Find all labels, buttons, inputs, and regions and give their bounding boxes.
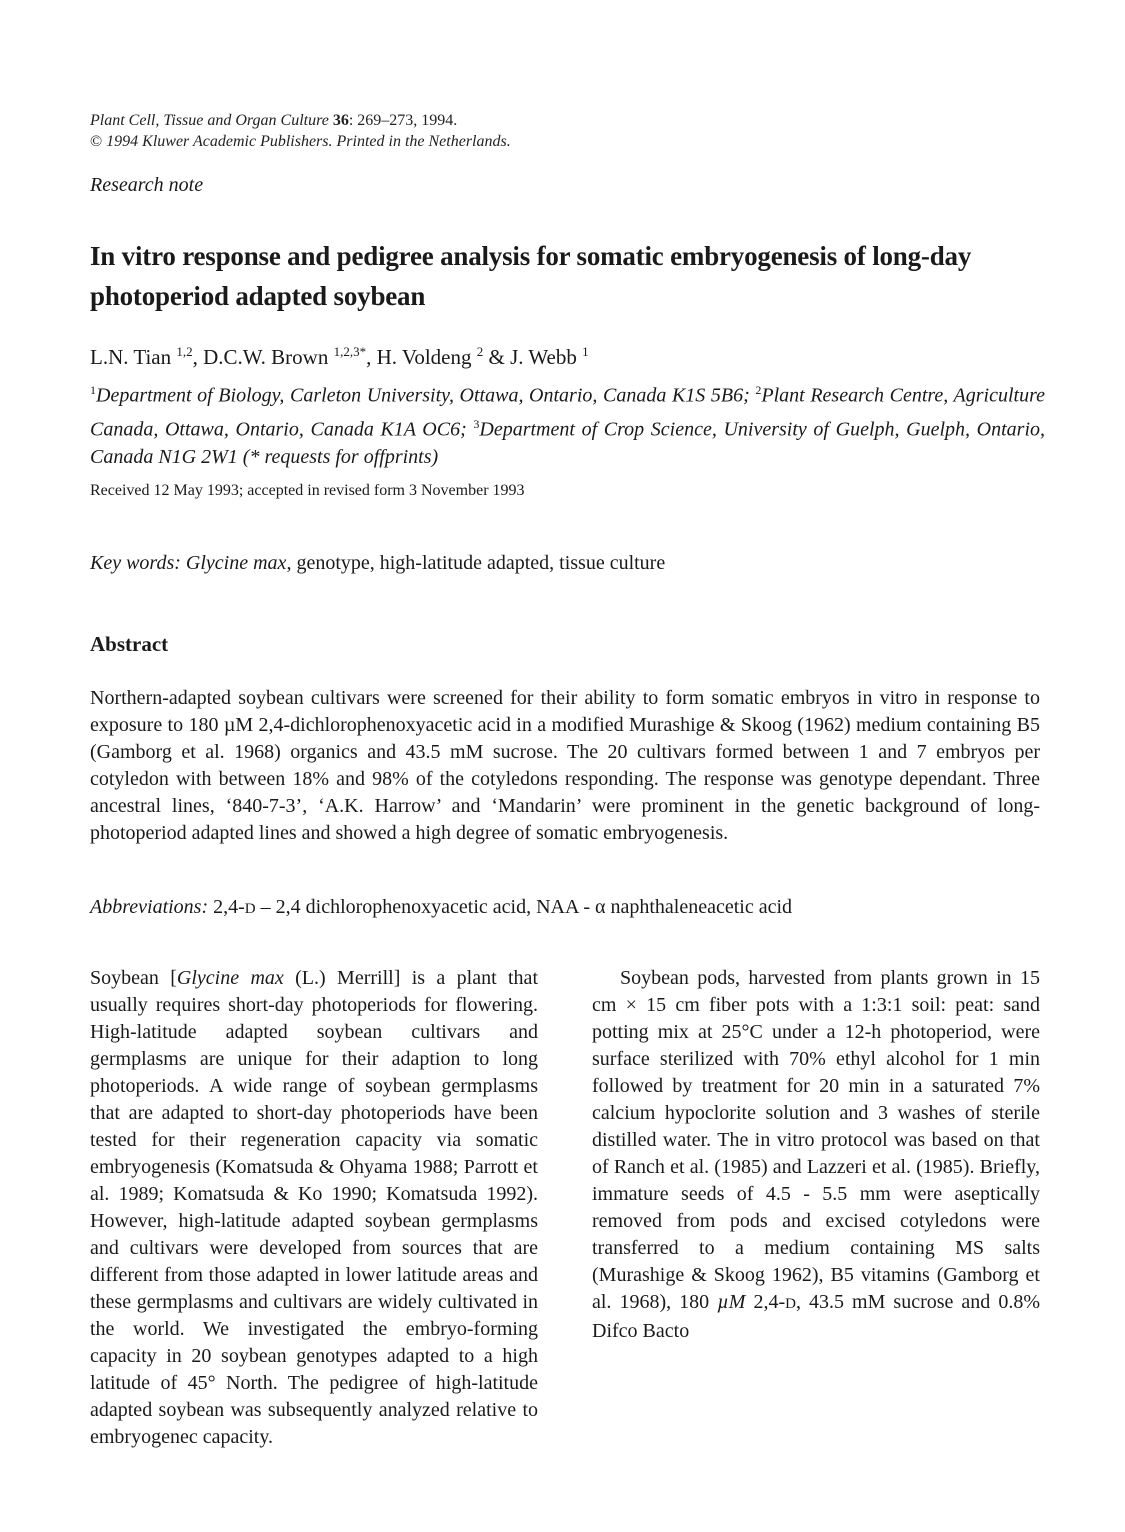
article-type: Research note: [90, 174, 204, 196]
keywords: [90, 552, 665, 575]
abbreviations: [90, 896, 792, 919]
author-name: H. Voldeng: [376, 345, 477, 369]
affiliation-text: Department of Biology, Carleton University, Ottawa, Ontario, Canada K1S 5B6;: [96, 384, 756, 407]
body-p2-text-c: , 43.5 mM sucrose and 0.8% Difco Bacto: [592, 1291, 1041, 1342]
journal-pages: : 269–273, 1994.: [348, 112, 458, 129]
author-separator: &: [483, 345, 511, 369]
author-separator: ,: [366, 345, 377, 369]
affiliation-text: Department of Crop Science, University of Guelph, Guelph, Ontario, Canada N1G 2W1 (* requests for offprints): [90, 418, 1045, 469]
body-p1-species: Glycine max: [176, 967, 284, 989]
author-affil-sup: 2: [476, 344, 484, 359]
body-paragraph-2: [592, 965, 1040, 1345]
journal-printed: Printed in the Netherlands.: [332, 133, 511, 150]
journal-volume: 36: [332, 112, 349, 129]
journal-citation: [90, 110, 511, 152]
author-affil-sup: 1,2: [176, 344, 193, 359]
paper-title: In vitro response and pedigree analysis for somatic embryogenesis of long-day photoperiod adapted soybean: [90, 241, 972, 311]
keywords-species: Glycine max: [185, 552, 287, 574]
body-p2-unit: µM: [717, 1291, 746, 1313]
journal-line-2: [90, 131, 511, 152]
body-p1-start: Soybean [: [90, 967, 177, 989]
abstract-heading: Abstract: [90, 632, 169, 656]
journal-line-1: [90, 110, 511, 131]
abbreviations-part2: – 2,4 dichlorophenoxyacetic acid, NAA - α naphthaleneacetic acid: [255, 896, 793, 918]
journal-name: Plant Cell, Tissue and Organ Culture: [90, 112, 329, 129]
author-affil-sup: 1,2,3*: [333, 344, 367, 359]
abbreviations-part1: 2,4-: [208, 896, 245, 918]
author-name: J. Webb: [510, 345, 583, 369]
affiliation-sup: 1: [90, 383, 96, 397]
keywords-rest: , genotype, high-latitude adapted, tissue culture: [286, 552, 666, 574]
copyright-symbol: ©: [90, 133, 103, 150]
abbreviations-smallcap-d: D: [244, 901, 256, 917]
body-p1-text: (L.) Merrill] is a plant that usually requires short-day photoperiods for flowering. High-latitude adapted soybean cultivars and germplasms are unique for their adaption to long photoperiods. A wide range of soybean germplasms that are adapted to short-day photoperiods have been tested for their regeneration capacity via somatic embryogenesis (Komatsuda & Ohyama 1988; Parrott et al. 1989; Komatsuda & Ko 1990; Komatsuda 1992). However, high-latitude adapted soybean germplasms and cultivars were developed from sources that are different from those adapted in lower latitude areas and these germplasms and cultivars are widely cultivated in the world. We investigated the embryo-forming capacity in 20 soybean genotypes adapted to a high latitude of 45° North. The pedigree of high-latitude adapted soybean was subsequently analyzed relative to embryogenec capacity.: [90, 967, 538, 1448]
abbreviations-label: Abbreviations:: [90, 896, 209, 918]
author-name: L.N. Tian: [90, 345, 177, 369]
abstract-text: Northern-adapted soybean cultivars were screened for their ability to form somatic embryos in vitro in response to exposure to 180 µM 2,4-dichlorophenoxyacetic acid in a modified Murashige & Skoog (1962) medium containing B5 (Gamborg et al. 1968) organics and 43.5 mM sucrose. The 20 cultivars formed between 1 and 7 embryos per cotyledon with between 18% and 98% of the cotyledons responding. The response was genotype dependant. Three ancestral lines, ‘840-7-3’, ‘A.K. Harrow’ and ‘Mandarin’ were prominent in the genetic background of long-photoperiod adapted lines and showed a high degree of somatic embryogenesis.: [90, 687, 1040, 844]
keywords-label: Key words:: [90, 552, 186, 574]
body-column-right: [592, 965, 1040, 1345]
author-affil-sup: 1: [582, 344, 589, 359]
affiliation-sup: 3: [473, 416, 480, 431]
affiliations: [90, 376, 1045, 471]
journal-publisher: 1994 Kluwer Academic Publishers.: [102, 133, 333, 150]
author-separator: ,: [192, 345, 204, 369]
affiliation-sup: 2: [755, 383, 762, 397]
body-column-left: [90, 965, 538, 1451]
body-paragraph-1: [90, 965, 538, 1451]
author-list: [90, 344, 589, 370]
author-name: D.C.W. Brown: [203, 345, 334, 369]
body-p2-text-b: 2,4-: [745, 1291, 786, 1313]
received-dates: Received 12 May 1993; accepted in revised form 3 November 1993: [90, 482, 525, 499]
body-p2-text: Soybean pods, harvested from plants grown in 15 cm × 15 cm fiber pots with a 1:3:1 soil: peat: sand potting mix at 25°C under a 12-h photoperiod, were surface sterilized with 70% ethyl alcohol for 1 min followed by treatment for 20 min in a saturated 7% calcium hypoclorite solution and 3 washes of sterile distilled water. The in vitro protocol was based on that of Ranch et al. (1985) and Lazzeri et al. (1985). Briefly, immature seeds of 4.5 - 5.5 mm were aseptically removed from pods and excised cotyledons were transferred to a medium containing MS salts (Murashige & Skoog 1962), B5 vitamins (Gamborg et al. 1968), 180: [592, 967, 1040, 1313]
affiliation-text: Plant Research Centre, Agriculture Canada, Ottawa, Ontario, Canada K1A OC6;: [90, 384, 1046, 441]
body-p2-smallcap-d: D: [785, 1296, 796, 1312]
